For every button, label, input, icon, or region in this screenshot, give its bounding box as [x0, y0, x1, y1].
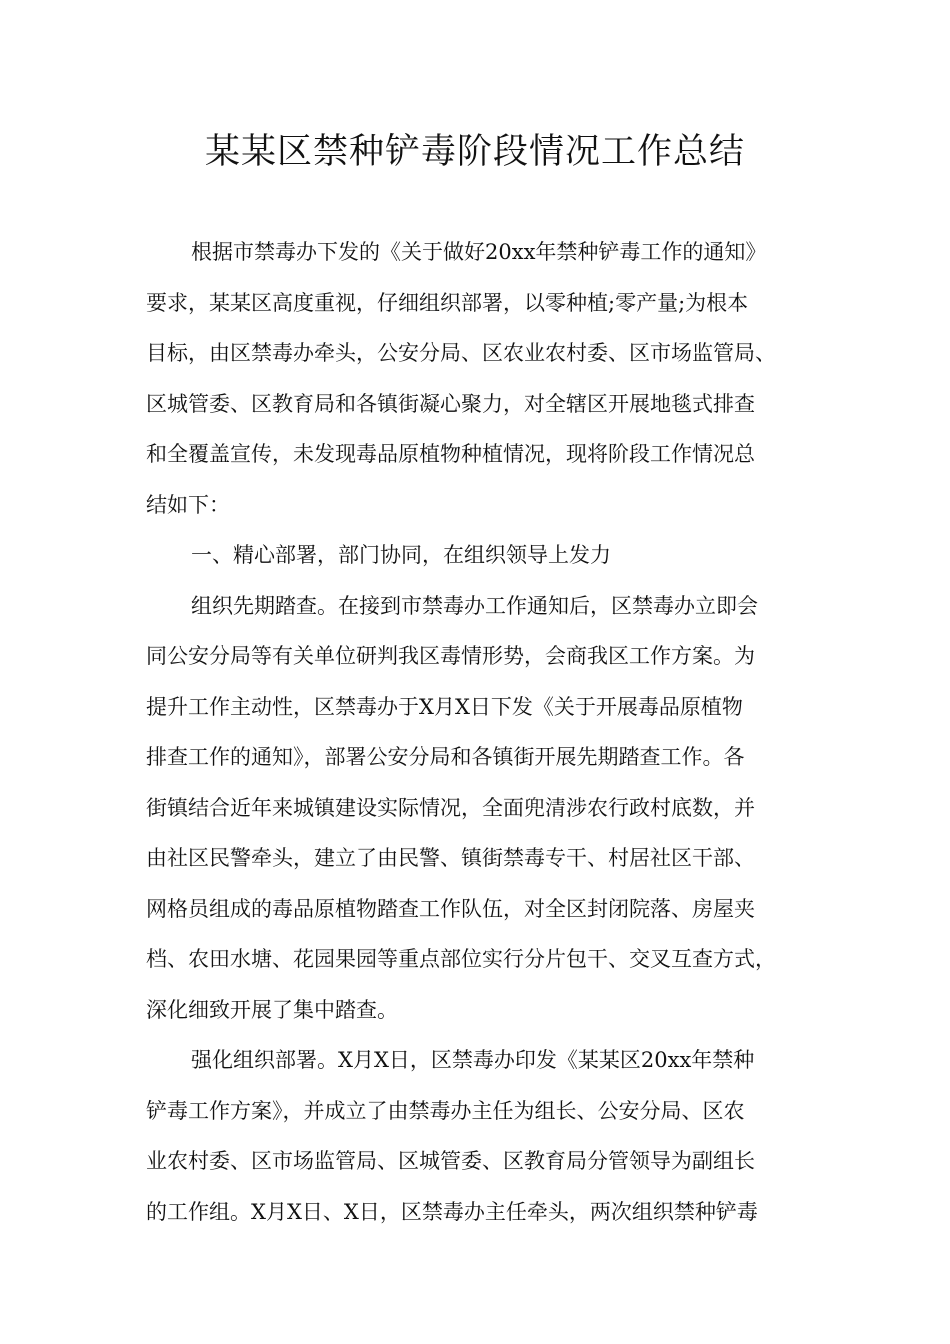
document-line: 档、农田水塘、花园果园等重点部位实行分片包干、交叉互查方式， [146, 947, 776, 971]
document-line: 铲毒工作方案》，并成立了由禁毒办主任为组长、公安分局、区农 [146, 1098, 745, 1123]
document-line: 的工作组。X月X日、X日，区禁毒办主任牵头，两次组织禁种铲毒 [146, 1199, 758, 1224]
document-line: 同公安分局等有关单位研判我区毒情形势，会商我区工作方案。为 [146, 644, 755, 668]
document-line: 组织先期踏查。在接到市禁毒办工作通知后，区禁毒办立即会 [191, 593, 758, 618]
document-body [146, 227, 816, 1237]
document-line: 一、精心部署，部门协同，在组织领导上发力 [191, 543, 611, 567]
document-line: 目标，由区禁毒办牵头，公安分局、区农业农村委、区市场监管局、 [146, 341, 776, 365]
document-line: 根据市禁毒办下发的《关于做好20xx年禁种铲毒工作的通知》 [191, 240, 767, 264]
document-line: 要求，某某区高度重视，仔细组织部署，以零种植;零产量;为根本 [146, 290, 749, 315]
document-line: 强化组织部署。X月X日，区禁毒办印发《某某区20xx年禁种 [191, 1048, 755, 1072]
document-line: 区城管委、区教育局和各镇街凝心聚力，对全辖区开展地毯式排查 [146, 391, 755, 416]
document-line: 深化细致开展了集中踏查。 [146, 997, 398, 1022]
document-line: 网格员组成的毒品原植物踏查工作队伍，对全区封闭院落、房屋夹 [146, 896, 755, 921]
document-line: 和全覆盖宣传，未发现毒品原植物种植情况，现将阶段工作情况总 [146, 442, 755, 466]
document-title: 某某区禁种铲毒阶段情况工作总结 [204, 132, 745, 172]
document-line: 街镇结合近年来城镇建设实际情况，全面兜清涉农行政村底数，并 [146, 795, 755, 820]
document-line: 排查工作的通知》，部署公安分局和各镇街开展先期踏查工作。各 [146, 745, 745, 769]
document-line: 结如下： [146, 492, 230, 517]
document-line: 提升工作主动性，区禁毒办于X月X日下发《关于开展毒品原植物 [146, 694, 743, 719]
document-line: 业农村委、区市场监管局、区城管委、区教育局分管领导为副组长 [146, 1149, 755, 1173]
document-line: 由社区民警牵头，建立了由民警、镇街禁毒专干、村居社区干部、 [146, 846, 755, 870]
